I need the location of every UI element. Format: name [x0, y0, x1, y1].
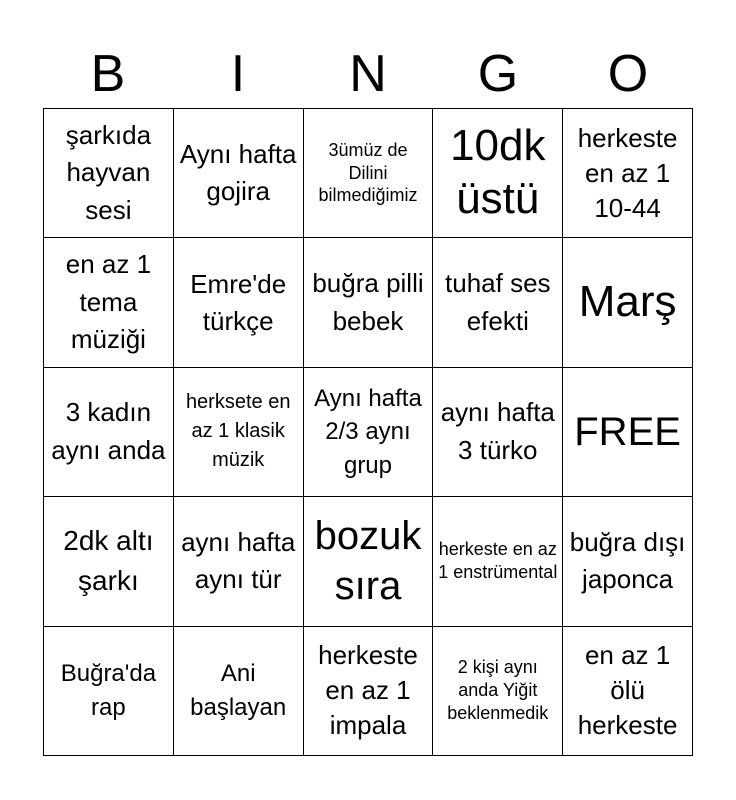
header-letter-b: B: [90, 45, 126, 103]
cell-text: 2dk altı şarkı: [63, 524, 154, 597]
header-letter-o: O: [607, 45, 649, 103]
cell-text: 2 kişi aynı anda Yiğit beklenmedik: [447, 656, 549, 724]
cell-text: buğra dışı japonca: [569, 526, 686, 595]
cell-text: Aynı hafta gojira: [179, 138, 297, 207]
cell-text: buğra pilli bebek: [312, 267, 424, 336]
bingo-cell[interactable]: [433, 109, 563, 238]
bingo-cell free-space[interactable]: [563, 368, 693, 497]
header-letter-n: N: [349, 45, 387, 103]
bingo-cell[interactable]: [433, 627, 563, 756]
cell-text: 10dk üstü: [450, 121, 546, 224]
cell-text: Ani başlayan: [190, 660, 287, 721]
cell-text: 3 kadın aynı anda: [51, 397, 166, 465]
bingo-cell[interactable]: [304, 238, 434, 367]
cell-text: 3ümüz de Dilini bilmediğimiz: [318, 140, 418, 206]
bingo-cell[interactable]: [174, 497, 304, 626]
bingo-cell[interactable]: [174, 627, 304, 756]
bingo-cell[interactable]: [304, 627, 434, 756]
cell-text: en az 1 tema müziği: [65, 249, 152, 355]
bingo-cell[interactable]: [563, 238, 693, 367]
cell-text: Marş: [578, 277, 677, 327]
cell-text: herkeste en az 1 enstrümental: [438, 539, 558, 583]
bingo-cell[interactable]: [304, 109, 434, 238]
cell-text: Emre'de türkçe: [190, 269, 287, 336]
bingo-cell[interactable]: [433, 238, 563, 367]
cell-text: en az 1 ölü herkeste: [577, 640, 678, 741]
cell-text: bozuk sıra: [314, 514, 422, 609]
cell-text: herksete en az 1 klasik müzik: [185, 391, 291, 472]
bingo-header: [43, 40, 693, 108]
cell-text: aynı hafta 3 türko: [440, 397, 555, 465]
bingo-cell[interactable]: [563, 497, 693, 626]
bingo-grid: [43, 108, 693, 756]
bingo-cell[interactable]: [304, 368, 434, 497]
bingo-cell[interactable]: [44, 368, 174, 497]
bingo-cell[interactable]: [44, 627, 174, 756]
bingo-cell[interactable]: [174, 368, 304, 497]
cell-text: Buğra'da rap: [60, 660, 157, 721]
bingo-cell[interactable]: [44, 497, 174, 626]
header-letter-i: I: [230, 45, 246, 103]
cell-text: şarkıda hayvan sesi: [65, 119, 152, 226]
cell-text: herkeste en az 1 impala: [318, 640, 418, 741]
bingo-cell[interactable]: [44, 238, 174, 367]
header-letter-g: G: [477, 45, 519, 103]
bingo-cell[interactable]: [433, 497, 563, 626]
cell-text: tuhaf ses efekti: [445, 267, 551, 336]
bingo-cell[interactable]: [563, 627, 693, 756]
bingo-cell[interactable]: [174, 238, 304, 367]
bingo-cell[interactable]: [563, 109, 693, 238]
cell-text: Aynı hafta 2/3 aynı grup: [314, 384, 422, 479]
cell-text: aynı hafta aynı tür: [181, 526, 296, 595]
bingo-cell[interactable]: [174, 109, 304, 238]
bingo-cell[interactable]: [304, 497, 434, 626]
free-space-label: FREE: [574, 409, 681, 454]
cell-text: herkeste en az 1 10-44: [577, 122, 678, 223]
bingo-cell[interactable]: [433, 368, 563, 497]
bingo-cell[interactable]: [44, 109, 174, 238]
